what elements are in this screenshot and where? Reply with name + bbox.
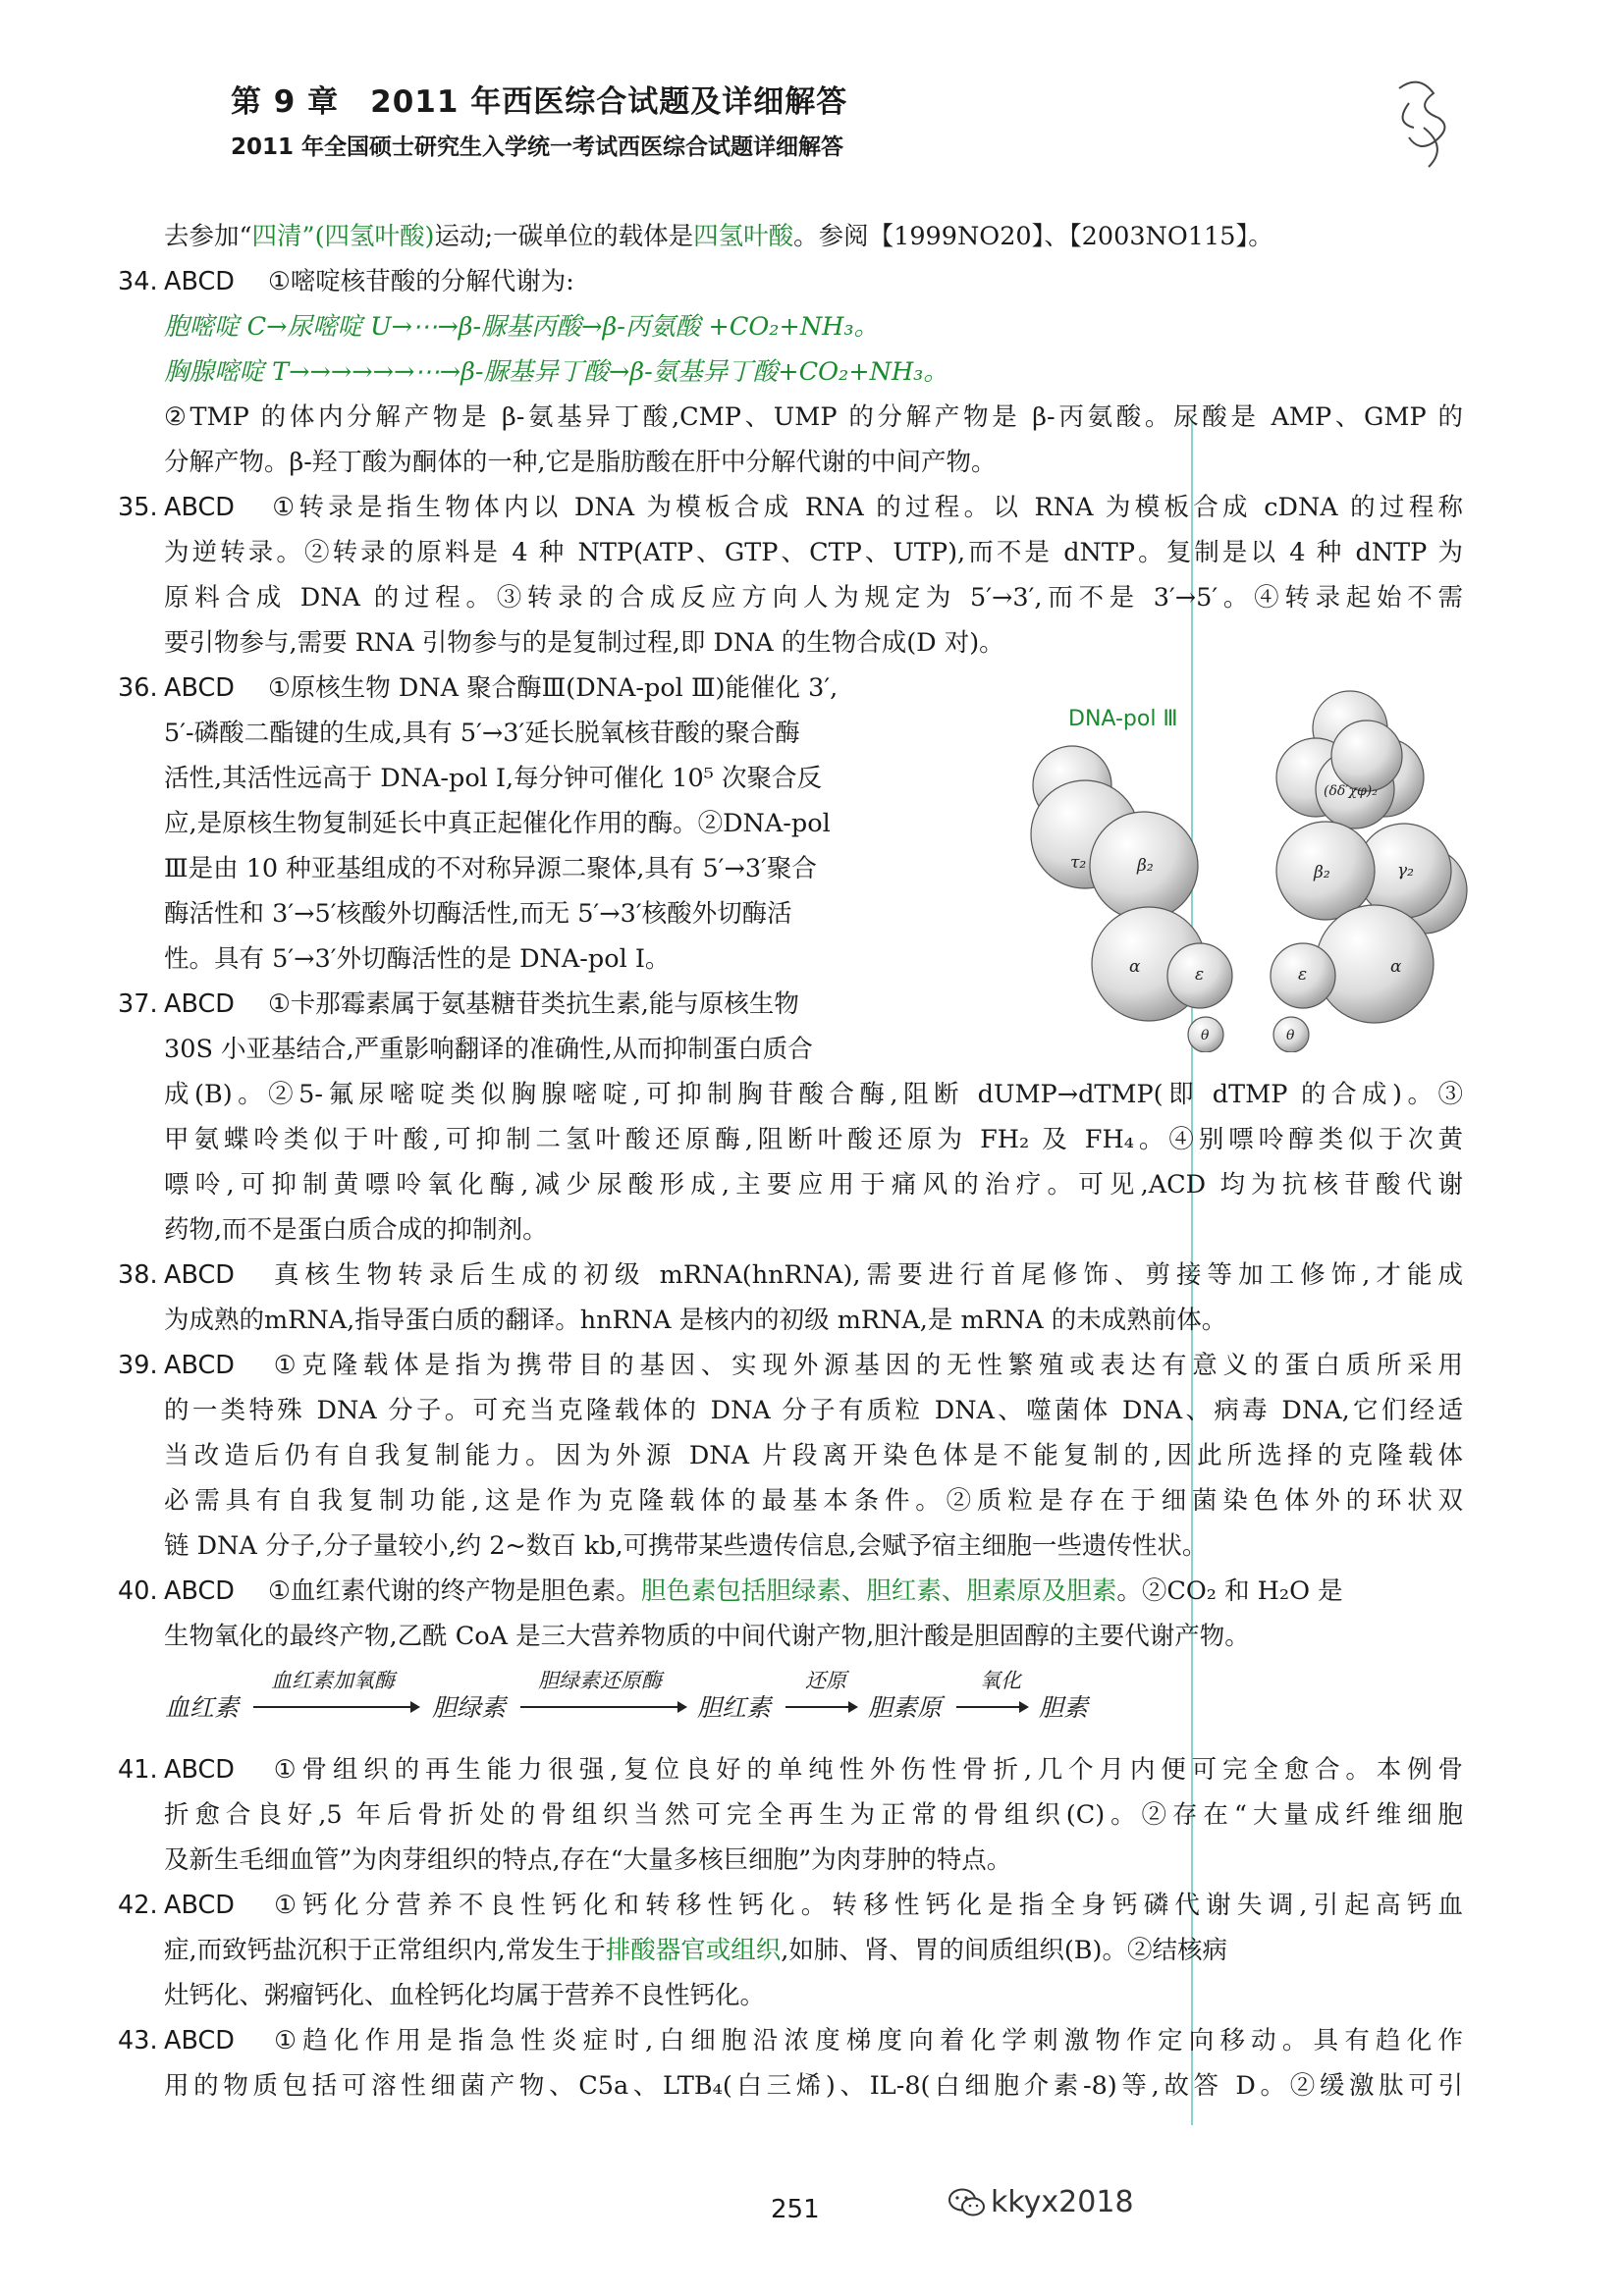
text-line: 分解产物。β-羟丁酸为酮体的一种,它是脂肪酸在肝中分解代谢的中间产物。 bbox=[164, 448, 997, 477]
pathway-arrow bbox=[956, 1706, 1027, 1708]
text-line: 用的物质包括可溶性细菌产物、C5a、LTB₄(白三烯)、IL-8(白细胞介素-8)等,故答 D。②缓激肽可引 bbox=[164, 2071, 1463, 2101]
beta-left-label: β₂ bbox=[1137, 856, 1154, 876]
question-38: 38. ABCD 真核生物转录后生成的初级 mRNA(hnRNA),需要进行首尾修饰、剪接等加工修饰,才能成 bbox=[118, 1260, 1463, 1290]
pathway-node: 胆素 bbox=[1039, 1693, 1089, 1722]
theta-right-label: θ bbox=[1286, 1028, 1295, 1043]
text-line: 活性,其活性远高于 DNA-pol Ⅰ,每分钟可催化 10⁵ 次聚合反 bbox=[164, 764, 822, 793]
text-line: 生物氧化的最终产物,乙酰 CoA 是三大营养物质的中间代谢产物,胆汁酸是胆固醇的主要代谢产物。 bbox=[164, 1622, 1250, 1651]
pathway-enzyme: 胆绿素还原酶 bbox=[538, 1669, 662, 1692]
text-line: 折愈合良好,5 年后骨折处的骨组织当然可完全再生为正常的骨组织(C)。②存在“大量成纤维细胞 bbox=[164, 1800, 1463, 1830]
question-36: 36. ABCD ①原核生物 DNA 聚合酶Ⅲ(DNA-pol Ⅲ)能催化 3′, bbox=[118, 673, 839, 703]
text-line: 性。具有 5′→3′外切酶活性的是 DNA-pol Ⅰ。 bbox=[164, 944, 671, 974]
delta-complex-label: (δδ′χφ)₂ bbox=[1324, 783, 1378, 799]
text-line: 甲氨蝶呤类似于叶酸,可抑制二氢叶酸还原酶,阻断叶酸还原为 FH₂ 及 FH₄。④别嘌呤醇类似于次黄 bbox=[164, 1125, 1463, 1154]
handwritten-mark bbox=[1380, 69, 1468, 177]
question-39: 39. ABCD ①克隆载体是指为携带目的基因、实现外源基因的无性繁殖或表达有意义的蛋白质所采用 bbox=[118, 1351, 1463, 1380]
text-line: 必需具有自我复制功能,这是作为克隆载体的最基本条件。②质粒是存在于细菌染色体外的环状双 bbox=[164, 1486, 1463, 1516]
text-line: 灶钙化、粥瘤钙化、血栓钙化均属于营养不良性钙化。 bbox=[164, 1981, 766, 2010]
tau-label: τ₂ bbox=[1070, 853, 1087, 873]
watermark-text: kkyx2018 bbox=[991, 2185, 1134, 2219]
answer-body bbox=[118, 214, 1463, 2109]
chapter-title: 第 9 章 2011 年西医综合试题及详细解答 bbox=[231, 84, 848, 120]
dna-pol-iii-figure bbox=[1011, 669, 1473, 1052]
pathway-arrow bbox=[785, 1706, 856, 1708]
question-34: 34. ABCD ①嘧啶核苷酸的分解代谢为: bbox=[118, 267, 574, 296]
pathway-node: 胆绿素 bbox=[432, 1693, 507, 1722]
alpha-right-label: α bbox=[1390, 957, 1402, 977]
text-line: 嘌呤,可抑制黄嘌呤氧化酶,减少尿酸形成,主要应用于痛风的治疗。可见,ACD 均为抗核苷酸代谢 bbox=[164, 1170, 1463, 1200]
text-line: 应,是原核生物复制延长中真正起催化作用的酶。②DNA-pol bbox=[164, 809, 831, 838]
pathway-arrow bbox=[520, 1706, 685, 1708]
pathway-node: 胆红素 bbox=[697, 1693, 772, 1722]
pathway-enzyme: 血红素加氧酶 bbox=[271, 1669, 395, 1692]
text-line: 及新生毛细血管”为肉芽组织的特点,存在“大量多核巨细胞”为肉芽肿的特点。 bbox=[164, 1845, 1012, 1875]
pathway-node: 血红素 bbox=[165, 1693, 240, 1722]
page-header bbox=[231, 77, 847, 161]
beta-right-label: β₂ bbox=[1314, 863, 1330, 882]
text-line: 为成熟的mRNA,指导蛋白质的翻译。hnRNA 是核内的初级 mRNA,是 mRNA 的未成熟前体。 bbox=[164, 1306, 1227, 1335]
question-43: 43. ABCD ①趋化作用是指急性炎症时,白细胞沿浓度梯度向着化学刺激物作定向移动。具有趋化作 bbox=[118, 2026, 1463, 2056]
epsilon-right-label: ε bbox=[1298, 965, 1308, 985]
text-line: 药物,而不是蛋白质合成的抑制剂。 bbox=[164, 1215, 548, 1245]
theta-left-label: θ bbox=[1201, 1028, 1210, 1043]
question-42: 42. ABCD ①钙化分营养不良性钙化和转移性钙化。转移性钙化是指全身钙磷代谢失调,引起高钙血 bbox=[118, 1891, 1463, 1920]
text-line: 30S 小亚基结合,严重影响翻译的准确性,从而抑制蛋白质合 bbox=[164, 1035, 813, 1064]
text-line: 去参加“四清”(四氢叶酸)运动;一碳单位的载体是四氢叶酸。参阅【1999NO20】、【2003NO115】。 bbox=[164, 222, 1273, 251]
gamma-label: γ₂ bbox=[1397, 861, 1414, 881]
alpha-left-label: α bbox=[1129, 957, 1141, 977]
text-line: 原料合成 DNA 的过程。③转录的合成反应方向人为规定为 5′→3′,而不是 3′→5′。④转录起始不需 bbox=[164, 583, 1463, 613]
text-line: 5′-磷酸二酯键的生成,具有 5′→3′延长脱氧核苷酸的聚合酶 bbox=[164, 719, 800, 748]
pathway-arrow bbox=[253, 1706, 418, 1708]
question-35: 35. ABCD ①转录是指生物体内以 DNA 为模板合成 RNA 的过程。以 RNA 为模板合成 cDNA 的过程称 bbox=[118, 493, 1463, 522]
text-line: 为逆转录。②转录的原料是 4 种 NTP(ATP、GTP、CTP、UTP),而不是 dNTP。复制是以 4 种 dNTP 为 bbox=[164, 538, 1463, 567]
chapter-subtitle: 2011 年全国硕士研究生入学统一考试西医综合试题详细解答 bbox=[231, 134, 844, 160]
pathway-step: 还原 bbox=[805, 1669, 846, 1692]
page-number: 251 bbox=[771, 2195, 820, 2224]
text-line: 当改造后仍有自我复制能力。因为外源 DNA 片段离开染色体是不能复制的,因此所选择的克隆载体 bbox=[164, 1441, 1463, 1470]
wechat-icon bbox=[947, 2187, 987, 2218]
text-line: 成(B)。②5-氟尿嘧啶类似胸腺嘧啶,可抑制胸苷酸合酶,阻断 dUMP→dTMP(即 dTMP 的合成)。③ bbox=[164, 1080, 1463, 1109]
text-line: 酶活性和 3′→5′核酸外切酶活性,而无 5′→3′核酸外切酶活 bbox=[164, 899, 792, 929]
text-line: 症,而致钙盐沉积于正常组织内,常发生于排酸器官或组织,如肺、肾、胃的间质组织(B)。②结核病 bbox=[164, 1936, 1227, 1965]
heme-pathway bbox=[165, 1665, 1108, 1724]
text-line: 的一类特殊 DNA 分子。可充当克隆载体的 DNA 分子有质粒 DNA、噬菌体 DNA、病毒 DNA,它们经适 bbox=[164, 1396, 1463, 1425]
text-line: Ⅲ是由 10 种亚基组成的不对称异源二聚体,具有 5′→3′聚合 bbox=[164, 854, 817, 883]
question-40: 40. ABCD ①血红素代谢的终产物是胆色素。胆色素包括胆绿素、胆红素、胆素原及胆素。②CO₂ 和 H₂O 是 bbox=[118, 1576, 1343, 1606]
text-line: 链 DNA 分子,分子量较小,约 2~数百 kb,可携带某些遗传信息,会赋予宿主细胞一些遗传性状。 bbox=[164, 1531, 1208, 1561]
watermark bbox=[947, 2185, 1134, 2219]
pathway-step: 氧化 bbox=[980, 1669, 1021, 1692]
question-37: 37. ABCD ①卡那霉素属于氨基糖苷类抗生素,能与原核生物 bbox=[118, 989, 799, 1019]
text-line: ②TMP 的体内分解产物是 β-氨基异丁酸,CMP、UMP 的分解产物是 β-丙氨酸。尿酸是 AMP、GMP 的 bbox=[164, 402, 1463, 432]
question-41: 41. ABCD ①骨组织的再生能力很强,复位良好的单纯性外伤性骨折,几个月内便可完全愈合。本例骨 bbox=[118, 1755, 1463, 1785]
pyrimidine-pathway-t: 胸腺嘧啶 T→→→→→→⋯→β-脲基异丁酸→β-氨基异丁酸+CO₂+NH₃。 bbox=[164, 357, 948, 387]
figure-title: DNA-pol Ⅲ bbox=[1068, 707, 1178, 731]
text-line: 要引物参与,需要 RNA 引物参与的是复制过程,即 DNA 的生物合成(D 对)。 bbox=[164, 628, 1004, 658]
pyrimidine-pathway-c: 胞嘧啶 C→尿嘧啶 U→⋯→β-脲基丙酸→β-丙氨酸 +CO₂+NH₃。 bbox=[164, 312, 880, 342]
epsilon-left-label: ε bbox=[1195, 965, 1205, 985]
pathway-node: 胆素原 bbox=[868, 1693, 943, 1722]
